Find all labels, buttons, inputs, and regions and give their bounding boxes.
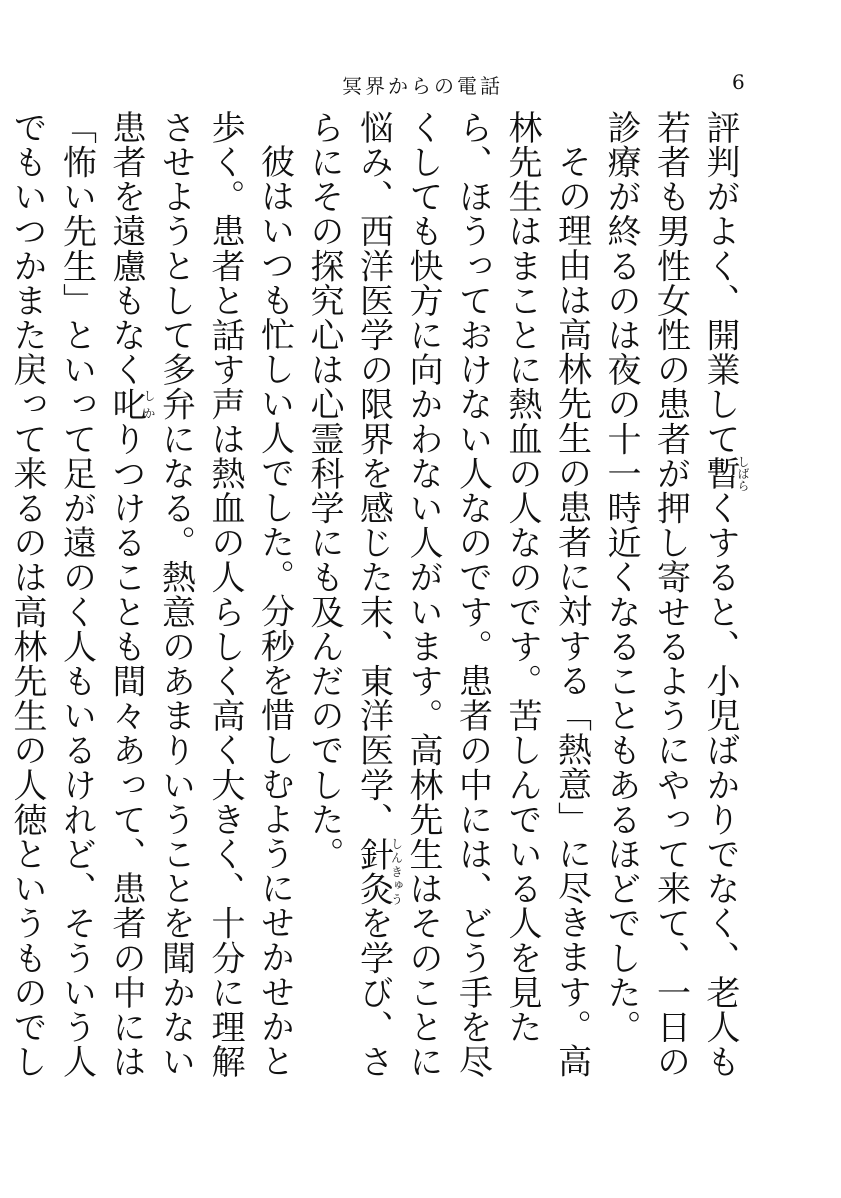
ruby-base: 暫 (700, 455, 740, 492)
paragraph (0, 110, 299, 1110)
running-title: 冥界からの電話 (342, 74, 503, 98)
text-run: くすると、小児ばかりでなく、老人も若者も男性女性の患者が押し寄せるようにやって来て、一日の診療が終るのは夜の十一時近くなることもあるほどでした。 (601, 110, 740, 1079)
page-number: 6 (732, 70, 745, 94)
text-run: 評判がよく、開業して (700, 110, 740, 456)
ruby-word (700, 455, 750, 492)
ruby-reading: しか (142, 386, 156, 422)
ruby-word (353, 836, 404, 906)
ruby-reading: しんきゅう (389, 836, 404, 906)
paragraph (596, 110, 750, 1110)
ruby-reading: しばら (736, 455, 750, 492)
text-run: を学び、さらにその探究心は心霊科学にも及んだのでした。 (304, 110, 394, 1079)
text-run: その理由は高林先生の患者に対する「熱意」に尽きます。高林先生はまことに熱血の人なのです。苦しんでいる人を見たら、ほうっておけない人なのです。患者の中には、どう手を尽くしても快方に向かわない人がいます。高林先生はそのことに悩み、西洋医学の限界を感じた末、東洋医学、 (353, 110, 592, 1079)
text-run: 彼はいつも忙しい人でした。分秒を惜しむようにせかせかと歩く。患者と話す声は熱血の人らしく高く大きく、十分に理解させようとして多弁になる。熱意のあまりいうことを聞かない患者を遠慮もなく (106, 110, 295, 1079)
ruby-base: 針灸 (353, 836, 394, 906)
text-run: りつけることも間々あって、患者の中には「怖い先生」といって足が遠のく人もいるけれど、そういう人でもいつかまた戻って来るのは高林先生の人徳というものでし (7, 110, 146, 1079)
paragraph (299, 110, 596, 1110)
ruby-base: 叱 (106, 386, 146, 422)
body-text (0, 110, 749, 1110)
page-header (0, 70, 841, 100)
ruby-word (106, 386, 156, 422)
